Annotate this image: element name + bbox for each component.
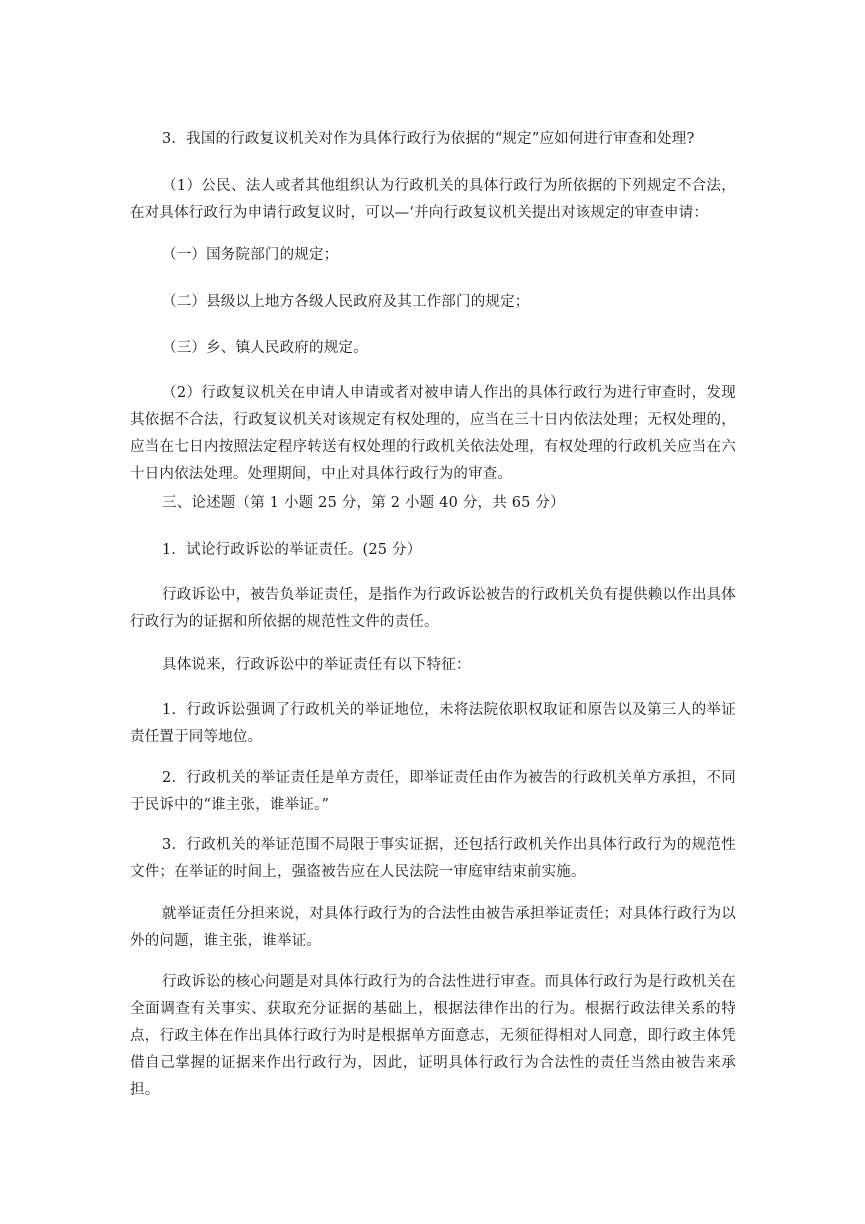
paragraph-review-request: （1）公民、法人或者其他组织认为行政机关的具体行政行为所依据的下列规定不合法，在对具体行政行为申请行政复议时，可以—‘并向行政复议机关提出对该规定的审查申请： xyxy=(130,178,736,221)
feature-item-1: 1．行政诉讼强调了行政机关的举证地位，未将法院依职权取证和原告以及第三人的举证责任置于同等地位。 xyxy=(130,702,736,745)
paragraph-burden-allocation: 就举证责任分担来说，对具体行政行为的合法性由被告承担举证责任；对具体行政行为以外的问题，谁主张，谁举证。 xyxy=(130,906,736,949)
paragraph-features-intro: 具体说来，行政诉讼中的举证责任有以下特征： xyxy=(162,657,471,673)
paragraph-core-issue: 行政诉讼的核心问题是对具体行政行为的合法性进行审查。而具体行政行为是行政机关在全面调查有关事实、获取充分证据的基础上，根据法律作出的行为。根据行政法律关系的特点，行政主体在作出具体行政行为时是根据单方面意志，无须征得相对人同意，即行政主体凭借自己掌握的证据来作出行政行为，因此，证明具体行政行为合法性的责任当然由被告来承担。 xyxy=(130,974,736,1098)
list-item-state-council: （一）国务院部门的规定； xyxy=(162,247,339,263)
paragraph-review-handling: （2）行政复议机关在申请人申请或者对被申请人作出的具体行政行为进行审查时，发现其依据不合法，行政复议机关对该规定有权处理的，应当在三十日内依法处理；无权处理的，应当在七日内按照法定程序转送有权处理的行政机关依法处理，有权处理的行政机关应当在六十日内依法处理。处理期间，中止对具体行政行为的审查。 xyxy=(130,385,736,482)
feature-item-2: 2．行政机关的举证责任是单方责任，即举证责任由作为被告的行政机关单方承担，不同于民诉中的“谁主张，谁举证。” xyxy=(130,770,736,813)
list-item-township: （三）乡、镇人民政府的规定。 xyxy=(162,340,368,356)
list-item-county-level: （二）县级以上地方各级人民政府及其工作部门的规定； xyxy=(162,294,530,310)
essay-question-1: 1．试论行政诉讼的举证责任。(25 分） xyxy=(162,542,422,558)
question-heading: 3．我国的行政复议机关对作为具体行政行为依据的“规定”应如何进行审查和处理? xyxy=(162,131,695,147)
section-heading-essay: 三、论述题（第 1 小题 25 分，第 2 小题 40 分，共 65 分） xyxy=(162,495,565,511)
paragraph-burden-definition: 行政诉讼中，被告负举证责任，是指作为行政诉讼被告的行政机关负有提供赖以作出具体行政行为的证据和所依据的规范性文件的责任。 xyxy=(130,587,736,630)
feature-item-3: 3．行政机关的举证范围不局限于事实证据，还包括行政机关作出具体行政行为的规范性文件；在举证的时间上，强盗被告应在人民法院一审庭审结束前实施。 xyxy=(130,837,736,880)
